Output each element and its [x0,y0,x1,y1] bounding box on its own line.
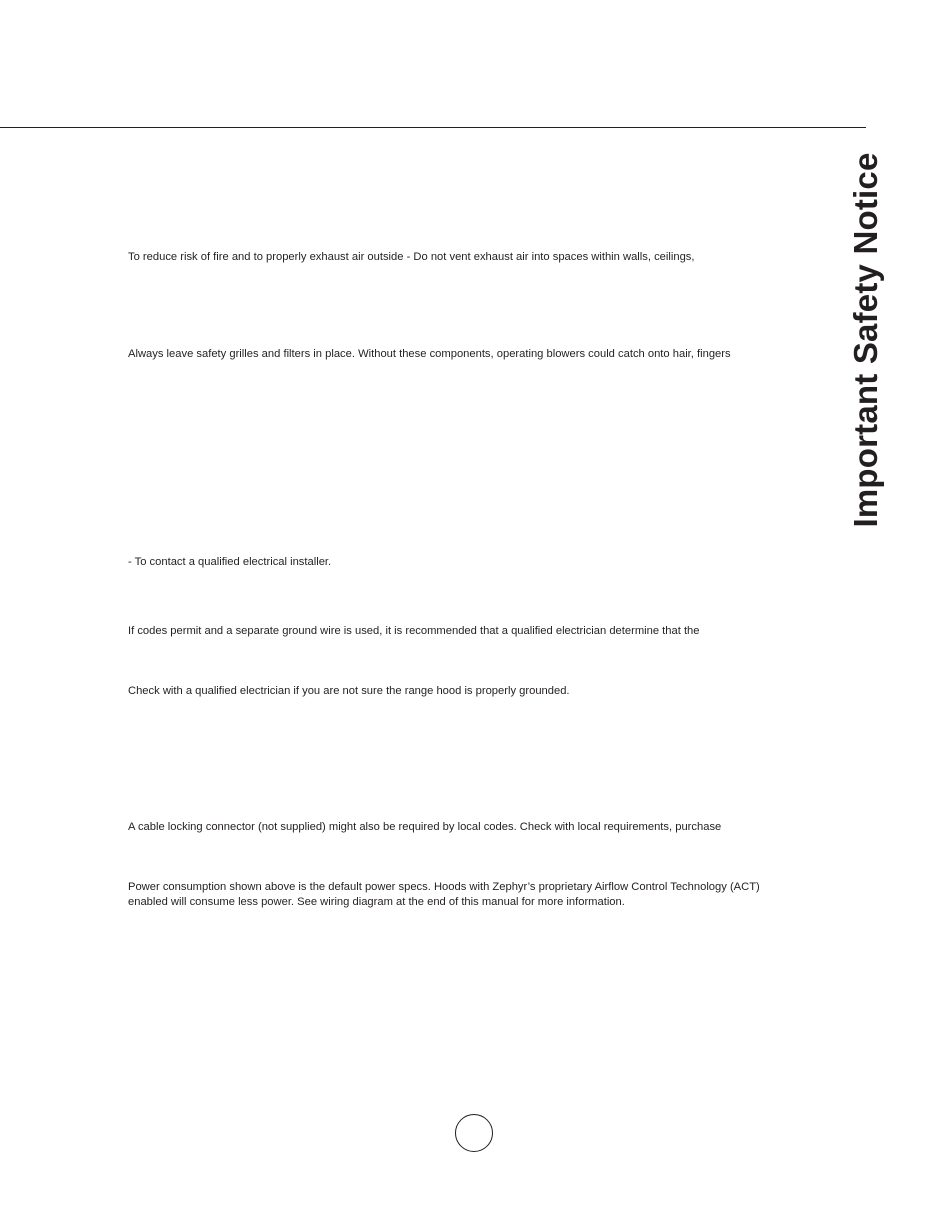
paragraph-check-grounded: Check with a qualified electrician if you are not sure the range hood is properly grounded. [128,685,570,697]
paragraph-venting: To reduce risk of fire and to properly exhaust air outside - Do not vent exhaust air into spaces within walls, ceilings, [128,251,695,263]
paragraph-cable-connector: A cable locking connector (not supplied) might also be required by local codes. Check with local requirements, purchase [128,821,722,833]
paragraph-power-consumption: Power consumption shown above is the default power specs. Hoods with Zephyr’s proprietary Airflow Control Technology (ACT) enabled will consume less power. See wiring diagram at the end of this manual for more information. [128,881,760,908]
paragraph-safety-grilles: Always leave safety grilles and filters in place. Without these components, operating blowers could catch onto hair, fingers [128,348,731,360]
header-rule [0,127,866,128]
list-item-contact-installer: - To contact a qualified electrical installer. [128,556,332,568]
paragraph-ground-wire: If codes permit and a separate ground wire is used, it is recommended that a qualified electrician determine that the [128,625,700,637]
page-number-circle [455,1114,493,1152]
section-title-vertical: Important Safety Notice [847,152,884,528]
